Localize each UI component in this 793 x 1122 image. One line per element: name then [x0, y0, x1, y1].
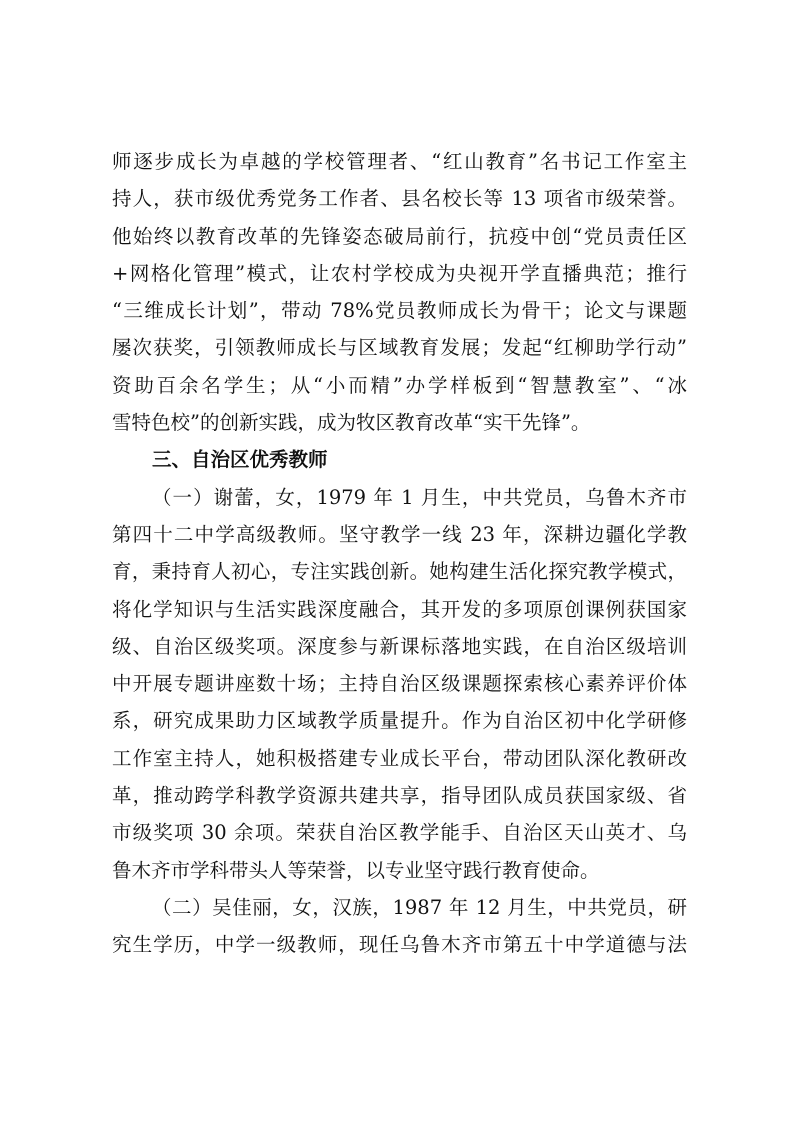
text-line: （一）谢蕾，女，1979 年 1 月生，中共党员，乌鲁木齐市 — [152, 485, 687, 509]
text-line: 中开展专题讲座数十场；主持自治区级课题探索核心素养评价体 — [112, 672, 687, 696]
text-line: “三维成长计划”，带动 78%党员教师成长为骨干；论文与课题 — [112, 299, 687, 323]
text-line: （二）吴佳丽，女，汉族，1987 年 12 月生，中共党员，研 — [152, 895, 687, 919]
text-line: 雪特色校”的创新实践，成为牧区教育改革“实干先锋”。 — [112, 411, 591, 435]
text-line: 鲁木齐市学科带头人等荣誉，以专业坚守践行教育使命。 — [112, 858, 600, 882]
text-line: 他始终以教育改革的先锋姿态破局前行，抗疫中创“党员责任区 — [112, 224, 687, 248]
text-line: 屡次获奖，引领教师成长与区域教育发展；发起“红柳助学行动” — [112, 336, 687, 360]
text-line: 工作室主持人，她积极搭建专业成长平台，带动团队深化教研改 — [112, 746, 687, 770]
text-line: 第四十二中学高级教师。坚守教学一线 23 年，深耕边疆化学教 — [112, 522, 687, 546]
text-line: 将化学知识与生活实践深度融合，其开发的多项原创课例获国家 — [112, 597, 687, 621]
text-line: 级、自治区级奖项。深度参与新课标落地实践，在自治区级培训 — [112, 634, 687, 658]
text-line: 持人，获市级优秀党务工作者、县名校长等 13 项省市级荣誉。 — [112, 187, 687, 211]
text-line: 资助百余名学生；从“小而精”办学样板到“智慧教室”、“冰 — [112, 373, 687, 397]
text-line: 究生学历，中学一级教师，现任乌鲁木齐市第五十中学道德与法 — [112, 933, 687, 957]
text-line: 系，研究成果助力区域教学质量提升。作为自治区初中化学研修 — [112, 709, 687, 733]
text-line: 革，推动跨学科教学资源共建共享，指导团队成员获国家级、省 — [112, 784, 687, 808]
text-line: 育，秉持育人初心，专注实践创新。她构建生活化探究教学模式， — [112, 560, 687, 584]
text-line: +网格化管理”模式，让农村学校成为央视开学直播典范；推行 — [112, 261, 687, 285]
text-line: 师逐步成长为卓越的学校管理者、“红山教育”名书记工作室主 — [112, 150, 687, 173]
text-line: 市级奖项 30 余项。荣获自治区教学能手、自治区天山英才、乌 — [112, 821, 687, 845]
section-heading: 三、自治区优秀教师 — [152, 448, 328, 472]
body-text — [112, 143, 687, 964]
